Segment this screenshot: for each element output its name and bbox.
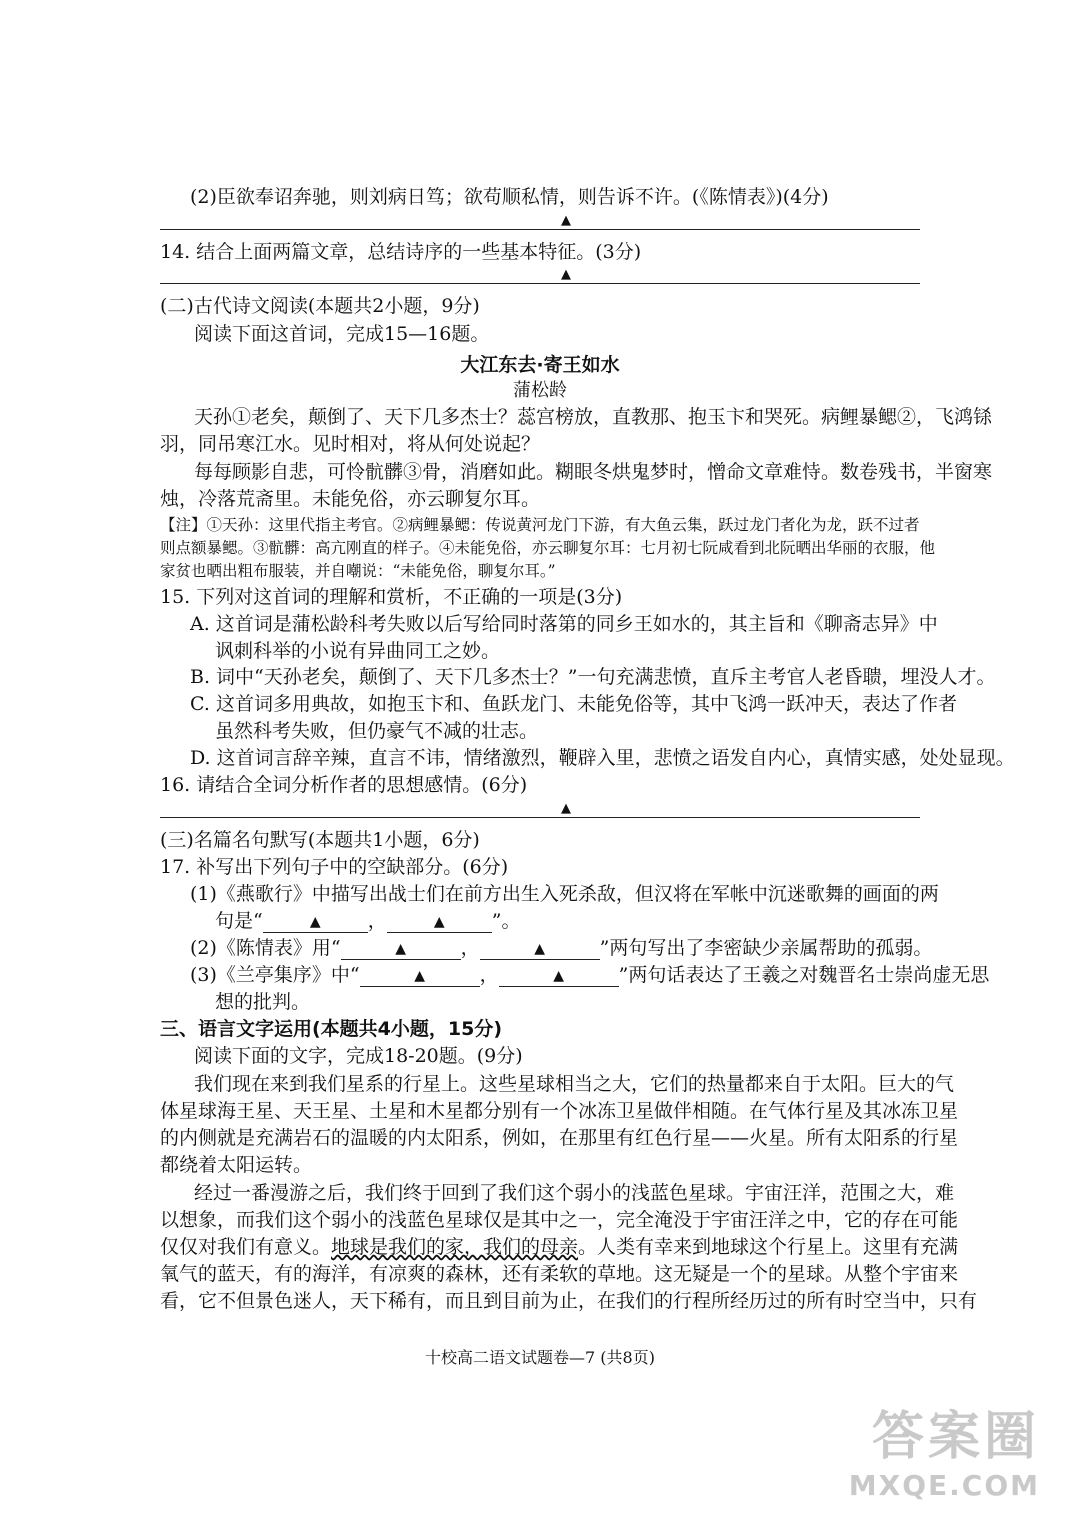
wavy-underlined-text: 地球是我们的家，我们的母亲: [331, 1236, 579, 1258]
q15-option-b: B. 词中“天孙老矣，颠倒了、天下几多杰士？”一句充满悲愤，直斥主考官人老昏聩，埋没人才。: [190, 666, 996, 688]
q17-2: [190, 936, 932, 960]
answer-line: [160, 229, 920, 230]
poem-line: 天孙①老矣，颠倒了、天下几多杰士？蕊宫榜放，直教那、抱玉卞和哭死。病鲤暴鳃②，飞鸿铩: [194, 406, 993, 428]
watermark: [849, 1394, 1040, 1502]
q17: 17. 补写出下列句子中的空缺部分。(6分): [160, 856, 509, 878]
q17-3-mid: ，: [479, 964, 499, 986]
poem-title: 大江东去·寄王如水: [460, 354, 620, 376]
passage-line: 经过一番漫游之后，我们终于回到了我们这个弱小的浅蓝色星球。宇宙汪洋，范围之大，难: [194, 1182, 955, 1204]
answer-mark: ▲: [561, 801, 571, 816]
answer-line: [160, 283, 920, 284]
q17-2-post: ”两句写出了李密缺少亲属帮助的孤弱。: [599, 937, 933, 959]
q17-3-pre: (3)《兰亭集序》中“: [190, 964, 360, 986]
section-3-heading: (三)名篇名句默写(本题共1小题，6分): [160, 829, 480, 851]
q15: 15. 下列对这首词的理解和赏析，不正确的一项是(3分): [160, 586, 623, 608]
q15-option-c: C. 这首词多用典故，如抱玉卞和、鱼跃龙门、未能免俗等，其中飞鸿一跃冲天，表达了作者: [190, 693, 957, 715]
q16: 16. 请结合全词分析作者的思想感情。(6分): [160, 774, 528, 796]
q17-1-mid: ，: [367, 910, 387, 932]
part-3-heading: 三、语言文字运用(本题共4小题，15分): [160, 1018, 503, 1040]
poem-line: 烛，冷落荒斋里。未能免俗，亦云聊复尔耳。: [160, 488, 541, 510]
poem-note: 【注】①天孙：这里代指主考官。②病鲤暴鳃：传说黄河龙门下游，有大鱼云集，跃过龙门者化为龙，跃不过者: [160, 516, 920, 534]
blank-field[interactable]: ▲: [499, 964, 619, 987]
poem-author: 蒲松龄: [513, 380, 567, 401]
passage-line: 体星球海王星、天王星、土星和木星都分别有一个冰冻卫星做伴相随。在气体行星及其冰冻卫星: [160, 1100, 959, 1122]
q17-2-mid: ，: [460, 937, 480, 959]
blank-field[interactable]: ▲: [480, 937, 600, 960]
part-3-instruction: 阅读下面的文字，完成18-20题。(9分): [194, 1045, 523, 1067]
q14: 14. 结合上面两篇文章，总结诗序的一些基本特征。(3分): [160, 241, 642, 263]
blank-field[interactable]: ▲: [360, 964, 480, 987]
blank-field[interactable]: ▲: [263, 910, 368, 933]
q13-2: (2)臣欲奉诏奔驰，则刘病日笃；欲苟顺私情，则告诉不许。(《陈情表》)(4分): [190, 186, 829, 208]
page-footer: 十校高二语文试题卷—7 (共8页): [425, 1348, 655, 1367]
passage-line: [160, 1235, 958, 1259]
passage-line: 看，它不但景色迷人，天下稀有，而且到目前为止，在我们的行程所经历过的所有时空当中，只有: [160, 1290, 978, 1312]
poem-line: 羽，同吊寒江水。见时相对，将从何处说起？: [160, 433, 541, 455]
blank-field[interactable]: ▲: [341, 937, 461, 960]
passage-line: 我们现在来到我们星系的行星上。这些星球相当之大，它们的热量都来自于太阳。巨大的气: [194, 1073, 955, 1095]
q15-option-a: A. 这首词是蒲松龄科考失败以后写给同时落第的同乡王如水的，其主旨和《聊斋志异》中: [190, 613, 938, 635]
q17-1-post: ”。: [491, 910, 521, 932]
section-2-heading: (二)古代诗文阅读(本题共2小题，9分): [160, 295, 480, 317]
passage-text: 仅仅对我们有意义。: [160, 1236, 332, 1258]
answer-mark: ▲: [561, 267, 571, 282]
q17-1-pre: 句是“: [215, 910, 263, 932]
answer-line: [160, 817, 920, 818]
poem-note: 家贫也晒出粗布服装，并自嘲说：“未能免俗，聊复尔耳。”: [160, 562, 556, 580]
watermark-logo-text: 答案圈: [871, 1407, 1040, 1467]
blank-field[interactable]: ▲: [387, 910, 492, 933]
answer-mark: ▲: [561, 213, 571, 228]
poem-note: 则点额暴鳃。③骯髒：高亢刚直的样子。④未能免俗，亦云聊复尔耳：七月初七阮咸看到北阮晒出华丽的衣服，他: [160, 539, 936, 557]
q17-1-cont: [215, 909, 520, 933]
q17-2-pre: (2)《陈情表》用“: [190, 937, 341, 959]
q15-option-d: D. 这首词言辞辛辣，直言不讳，情绪激烈，鞭辟入里，悲愤之语发自内心，真情实感，处处显现。: [190, 747, 1015, 769]
q15-option-c-cont: 虽然科考失败，但仍豪气不减的壮志。: [215, 720, 539, 742]
passage-line: 都绕着太阳运转。: [160, 1154, 313, 1176]
q17-3-post: ”两句话表达了王羲之对魏晋名士崇尚虚无思: [618, 964, 990, 986]
watermark-url: MXQE.COM: [848, 1469, 1040, 1502]
passage-line: 以想象，而我们这个弱小的浅蓝色星球仅是其中之一，完全淹没于宇宙汪洋之中，它的存在可能: [160, 1209, 959, 1231]
q17-1: (1)《燕歌行》中描写出战士们在前方出生入死杀敌，但汉将在军帐中沉迷歌舞的画面的两: [190, 883, 939, 905]
passage-text: 。人类有幸来到地球这个行星上。这里有充满: [578, 1236, 959, 1258]
passage-line: 的内侧就是充满岩石的温暖的内太阳系，例如，在那里有红色行星——火星。所有太阳系的行星: [160, 1127, 959, 1149]
q17-3-cont: 想的批判。: [215, 991, 311, 1013]
q17-3: [190, 963, 989, 987]
q15-option-a-cont: 讽刺科举的小说有异曲同工之妙。: [215, 640, 501, 662]
poem-line: 每每顾影自悲，可怜骯髒③骨，消磨如此。糊眼冬烘鬼梦时，憎命文章难恃。数卷残书，半窗寒: [194, 461, 993, 483]
passage-line: 氧气的蓝天，有的海洋，有凉爽的森林，还有柔软的草地。这无疑是一个的星球。从整个宇宙来: [160, 1263, 959, 1285]
section-2-instruction: 阅读下面这首词，完成15—16题。: [194, 323, 490, 345]
